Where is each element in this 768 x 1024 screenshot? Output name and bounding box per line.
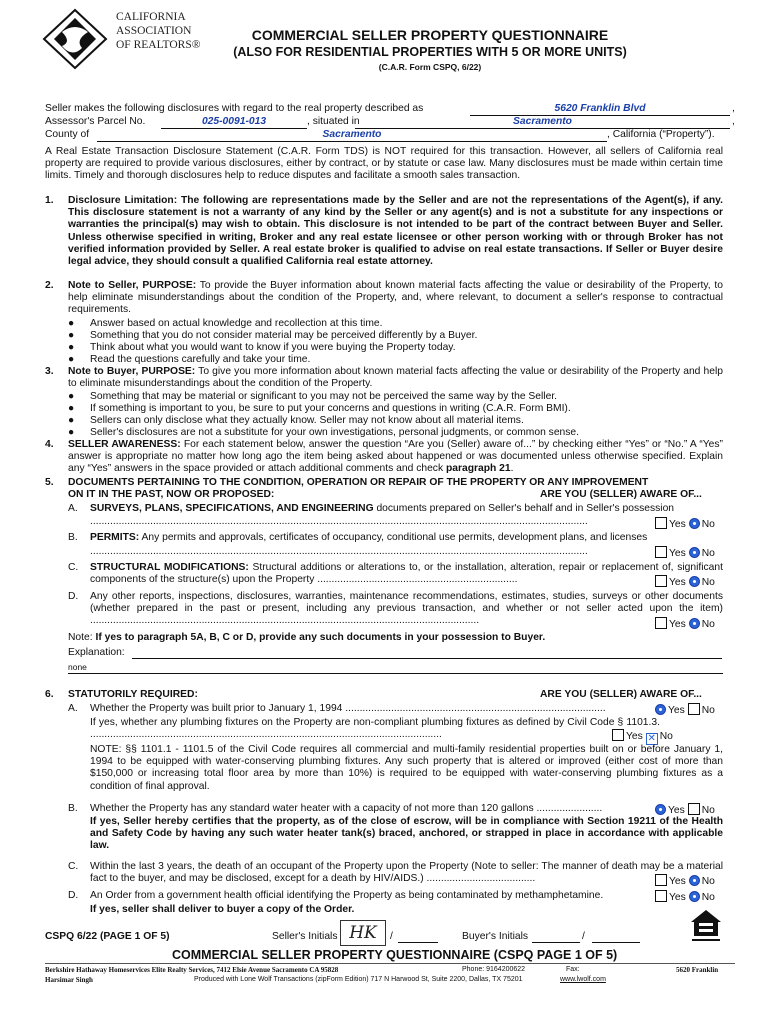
item-6a-note: NOTE: §§ 1101.1 - 1101.5 of the Civil Code requires all commercial and multi-family residential properties built on or before January 1, 1994 to be equipped with water-conserving plumbing fixtures. Any such property that is altered or improved (either cost of more than $150,000 or increasing total floor area by more than 10%) is required to be equipped with water-conserving plumbing fixtures as a condition of final approval. [90, 744, 723, 792]
section-2-head: Note to Seller, PURPOSE: [68, 280, 197, 291]
no-radio-selected[interactable] [689, 875, 700, 886]
yes-checkbox[interactable] [655, 517, 667, 529]
equal-housing-icon [688, 908, 724, 944]
s3-bullet-2: If something is important to you, be sure to put your concerns and questions in writing (C.A.R. Form BMI). [90, 403, 571, 414]
footer-fax: Fax: [566, 966, 580, 973]
section-3-number: 3. [45, 366, 54, 377]
section-5-number: 5. [45, 477, 54, 488]
yes-label: Yes [669, 577, 686, 588]
situated-comma: , [732, 116, 735, 127]
section-3-body: To give you more information about known material facts affecting the value or desirability of the Property and help to eliminate misunderstandings about the condition of the Property. [68, 366, 723, 390]
yes-label: Yes [669, 548, 686, 559]
no-radio-selected[interactable] [689, 518, 700, 529]
item-5a-letter: A. [68, 503, 78, 514]
section-5-head-2: ON IT IN THE PAST, NOW OR PROPOSED: [68, 489, 275, 500]
bullet: ● [68, 330, 75, 341]
form-subtitle: (ALSO FOR RESIDENTIAL PROPERTIES WITH 5 OR MORE UNITS) [233, 45, 627, 59]
item-5b-leader: .............................................................................................................................................................................. [90, 546, 588, 557]
section-4-ref: paragraph 21 [445, 463, 511, 475]
item-6d-letter: D. [68, 890, 79, 901]
item-6a-letter: A. [68, 703, 78, 714]
item-5b-text [90, 532, 723, 544]
item-5c-text [90, 562, 723, 586]
s2-bullet-3: Think about what you would want to know if you were buying the Property today. [90, 342, 456, 353]
org-line-2: ASSOCIATION [116, 25, 192, 37]
item-6c-text: Within the last 3 years, the death of an occupant of the Property upon the Property (Note to seller: The manner of death may be a material fact to the buyer, and may be disclosed, except for a death by HIV/AIDS.) ...................................... [90, 861, 723, 885]
section-2-body: To provide the Buyer information about known material facts affecting the value or desirability of the Property, to help eliminate misunderstandings about the condition of the Property, and, where relevant, to document a seller's response to contractual requirements. [68, 280, 723, 316]
no-checkbox-checked[interactable]: ✕ [647, 733, 656, 744]
no-radio-selected[interactable] [689, 618, 700, 629]
item-6c-letter: C. [68, 861, 79, 872]
form-title: COMMERCIAL SELLER PROPERTY QUESTIONNAIRE [251, 27, 609, 43]
no-label: No [701, 892, 715, 903]
explanation-field[interactable]: none [68, 662, 87, 672]
yes-label: Yes [626, 731, 643, 742]
footer-phone: Phone: 9164200622 [462, 966, 526, 973]
item-6a-text: Whether the Property was built prior to January 1, 1994 ........................................................................................... [90, 703, 606, 714]
s3-bullet-3: Sellers can only disclose what they actually know. Seller may not know about all material items. [90, 415, 524, 426]
no-label: No [659, 731, 673, 742]
seller-initials-label: Seller's Initials [272, 931, 338, 942]
car-logo-icon [42, 8, 108, 70]
apn-row [45, 116, 735, 129]
yes-checkbox[interactable] [655, 575, 667, 587]
county-field[interactable]: Sacramento [97, 129, 607, 142]
section-6-number: 6. [45, 689, 54, 700]
bullet: ● [68, 318, 75, 329]
section-4-end: . [510, 463, 514, 475]
note-text: If yes to paragraph 5A, B, C or D, provide any such documents in your possession to Buyer. [95, 632, 546, 643]
section-2-number: 2. [45, 280, 54, 291]
yes-checkbox[interactable] [655, 617, 667, 629]
state-suffix: , California (“Property”). [607, 129, 715, 140]
bullet: ● [68, 403, 75, 414]
item-5a-leader: .............................................................................................................................................................................. [90, 516, 588, 527]
no-label: No [701, 876, 715, 887]
item-5b-answer[interactable] [655, 546, 735, 560]
footer-agent: Harsimar Singh [45, 976, 93, 984]
footer-form-id: CSPQ 6/22 (PAGE 1 OF 5) [45, 931, 170, 942]
footer-url[interactable]: www.lwolf.com [560, 976, 606, 983]
no-checkbox[interactable] [688, 803, 700, 815]
section-5-aware: ARE YOU (SELLER) AWARE OF... [540, 489, 702, 500]
no-label: No [701, 805, 715, 816]
s2-bullet-1: Answer based on actual knowledge and recollection at this time. [90, 318, 383, 329]
bullet: ● [68, 415, 75, 426]
item-5a-head: SURVEYS, PLANS, SPECIFICATIONS, AND ENGINEERING [90, 503, 374, 514]
explanation-label: Explanation: [68, 647, 125, 658]
item-5c-answer[interactable] [655, 575, 735, 589]
section-2-text [68, 280, 723, 317]
intro-paragraph: A Real Estate Transaction Disclosure Statement (C.A.R. Form TDS) is NOT required for this transaction. However, all sellers of California real property are required to provide various disclosures, either by contract, or by statute or case law. Many disclosures must be made within certain time limits. Timely and thorough disclosures help to reduce disputes and facilitate a smooth sales transaction. [45, 146, 723, 182]
explanation-line [132, 658, 722, 659]
section-4-body: For each statement below, answer the question “Are you (Seller) aware of...” by checking either “Yes” or “No.” A “Yes” answer is appropriate no matter how long ago the item being asked about happened or was documented unless otherwise specified. Explain any “Yes” answers in the space provided or attach additional comments and check [68, 439, 723, 475]
no-label: No [701, 619, 715, 630]
buyer-initials-label: Buyer's Initials [462, 931, 529, 942]
form-id: (C.A.R. Form CSPQ, 6/22) [378, 62, 482, 72]
explanation-line-2 [68, 673, 723, 674]
no-label: No [701, 548, 715, 559]
address-label: Seller makes the following disclosures with regard to the real property described as [45, 103, 424, 114]
buyer-initials-field[interactable] [532, 942, 580, 943]
address-field[interactable]: 5620 Franklin Blvd [470, 103, 730, 116]
no-radio-selected[interactable] [689, 891, 700, 902]
apn-field[interactable]: 025-0091-013 [161, 116, 307, 129]
bullet: ● [68, 427, 75, 438]
section-3-head: Note to Buyer, PURPOSE: [68, 366, 196, 377]
footer-property: 5620 Franklin [676, 966, 719, 974]
yes-checkbox[interactable] [655, 546, 667, 558]
county-label: County of [45, 129, 90, 140]
footer-broker: Berkshire Hathaway Homeservices Elite Realty Services, 7412 Elsie Avenue Sacramento CA 95828 [45, 966, 339, 974]
yes-label: Yes [668, 805, 685, 816]
item-5a-body: documents prepared on Seller's behalf and in Seller's possession [373, 503, 675, 514]
item-5d-text: Any other reports, inspections, disclosures, warranties, maintenance recommendations, estimates, studies, surveys or other documents (whether prepared in the past or present, including any previous transaction, and whether or not seller acted upon the item) ........................................................................................................................................ [90, 591, 723, 627]
yes-radio-selected[interactable] [655, 704, 666, 715]
yes-radio-selected[interactable] [655, 804, 666, 815]
org-line-1: CALIFORNIA [116, 11, 186, 23]
org-line-3: OF REALTORS® [116, 39, 201, 51]
seller-initials-field-2[interactable] [398, 942, 438, 943]
item-5a-text [90, 503, 723, 515]
seller-initials-field[interactable]: HK [340, 920, 386, 946]
item-5a-answer[interactable] [655, 517, 735, 531]
item-6b-letter: B. [68, 803, 78, 814]
no-label: No [701, 577, 715, 588]
section-4-head: SELLER AWARENESS: [68, 439, 181, 450]
item-6d-answer[interactable] [655, 890, 735, 904]
bullet: ● [68, 342, 75, 353]
item-5b-body: Any permits and approvals, certificates of occupancy, conditional use permits, development plans, and licenses [139, 532, 648, 543]
item-6a-sub: If yes, whether any plumbing fixtures on the Property are non-compliant plumbing fixtures as defined by Civil Code § 1101.3. ........................................................................................................................... [90, 717, 660, 741]
yes-checkbox[interactable] [655, 874, 667, 886]
county-row [45, 129, 735, 142]
property-address-row [45, 103, 735, 116]
situated-field[interactable]: Sacramento [355, 116, 730, 129]
yes-label: Yes [669, 519, 686, 530]
yes-checkbox[interactable] [655, 890, 667, 902]
item-5c-head: STRUCTURAL MODIFICATIONS: [90, 562, 249, 573]
no-checkbox[interactable] [688, 703, 700, 715]
apn-label: Assessor's Parcel No. [45, 116, 146, 127]
item-6b-certification: If yes, Seller hereby certifies that the property, as of the close of escrow, will be in compliance with Section 19211 of the Health and Safety Code by having any such water heater tank(s) braced, anchored, or strapped in place in accordance with applicable law. [90, 816, 723, 852]
section-6-head: STATUTORILY REQUIRED: [68, 689, 198, 700]
no-radio-selected[interactable] [689, 547, 700, 558]
section-4-text [68, 439, 723, 476]
footer-divider [45, 963, 735, 964]
footer-produced: Produced with Lone Wolf Transactions (zipForm Edition) 717 N Harwood St, Suite 2200, Dallas, TX 75201 [194, 976, 523, 983]
yes-label: Yes [669, 876, 686, 887]
situated-label: , situated in [307, 116, 360, 127]
s2-bullet-4: Read the questions carefully and take your time. [90, 354, 311, 365]
yes-label: Yes [669, 892, 686, 903]
no-label: No [701, 519, 715, 530]
no-radio-selected[interactable] [689, 576, 700, 587]
item-6d-text: An Order from a government health official identifying the Property as being contaminated by methamphetamine. [90, 890, 604, 901]
bullet: ● [68, 354, 75, 365]
section-1-text: Disclosure Limitation: The following are representations made by the Seller and are not the representations of the Agent(s), if any. This disclosure statement is not a warranty of any kind by the Seller or any agent(s) and is not a substitute for any inspections or warranties the principal(s) may wish to obtain. This disclosure is not intended to be part of the contract between Buyer and Seller. Unless otherwise specified in writing, Broker and any real estate licensee or other person working with or through Broker has not verified information provided by Seller. A real estate broker is qualified to advise on real estate transactions. If Seller or Buyer desire legal advice, they should consult a qualified California real estate attorney. [68, 195, 723, 268]
section-5-head-1: DOCUMENTS PERTAINING TO THE CONDITION, OPERATION OR REPAIR OF THE PROPERTY OR ANY IMPROVEMENT [68, 477, 649, 488]
section-3-text [68, 366, 723, 390]
address-comma: , [732, 103, 735, 114]
bullet: ● [68, 391, 75, 402]
buyer-initials-slash: / [582, 931, 585, 942]
yes-label: Yes [668, 705, 685, 716]
s3-bullet-4: Seller's disclosures are not a substitute for your own investigations, personal judgments, or common sense. [90, 427, 580, 438]
item-5b-letter: B. [68, 532, 78, 543]
item-5c-body: Structural additions or alterations to, or the installation, alteration, repair or replacement of, significant components of the structure(s) upon the Property ...................................................................... [90, 562, 723, 586]
note-label: Note: [68, 632, 96, 643]
buyer-initials-field-2[interactable] [592, 942, 640, 943]
section-4-number: 4. [45, 439, 54, 450]
item-6a-sub-answer[interactable] [612, 729, 673, 745]
item-5d-answer[interactable] [655, 617, 735, 631]
section-5-note [68, 632, 545, 644]
item-5b-head: PERMITS: [90, 532, 140, 543]
item-6d-note: If yes, seller shall deliver to buyer a copy of the Order. [90, 904, 355, 915]
yes-label: Yes [669, 619, 686, 630]
item-6a-answer[interactable] [655, 703, 735, 717]
s2-bullet-2: Something that you do not consider material may be perceived differently by a Buyer. [90, 330, 478, 341]
section-6-aware: ARE YOU (SELLER) AWARE OF... [540, 689, 702, 700]
seller-initials-slash: / [390, 931, 393, 942]
section-1-number: 1. [45, 195, 54, 206]
item-5d-letter: D. [68, 591, 79, 602]
yes-checkbox[interactable] [612, 729, 624, 741]
s3-bullet-1: Something that may be material or significant to you may not be perceived the same way by the Seller. [90, 391, 558, 402]
item-5c-letter: C. [68, 562, 79, 573]
item-6c-answer[interactable] [655, 874, 735, 888]
footer-page-title: COMMERCIAL SELLER PROPERTY QUESTIONNAIRE (CSPQ PAGE 1 OF 5) [172, 948, 618, 962]
no-label: No [701, 705, 715, 716]
item-6b-text: Whether the Property has any standard water heater with a capacity of not more than 120 gallons ....................... [90, 803, 603, 814]
